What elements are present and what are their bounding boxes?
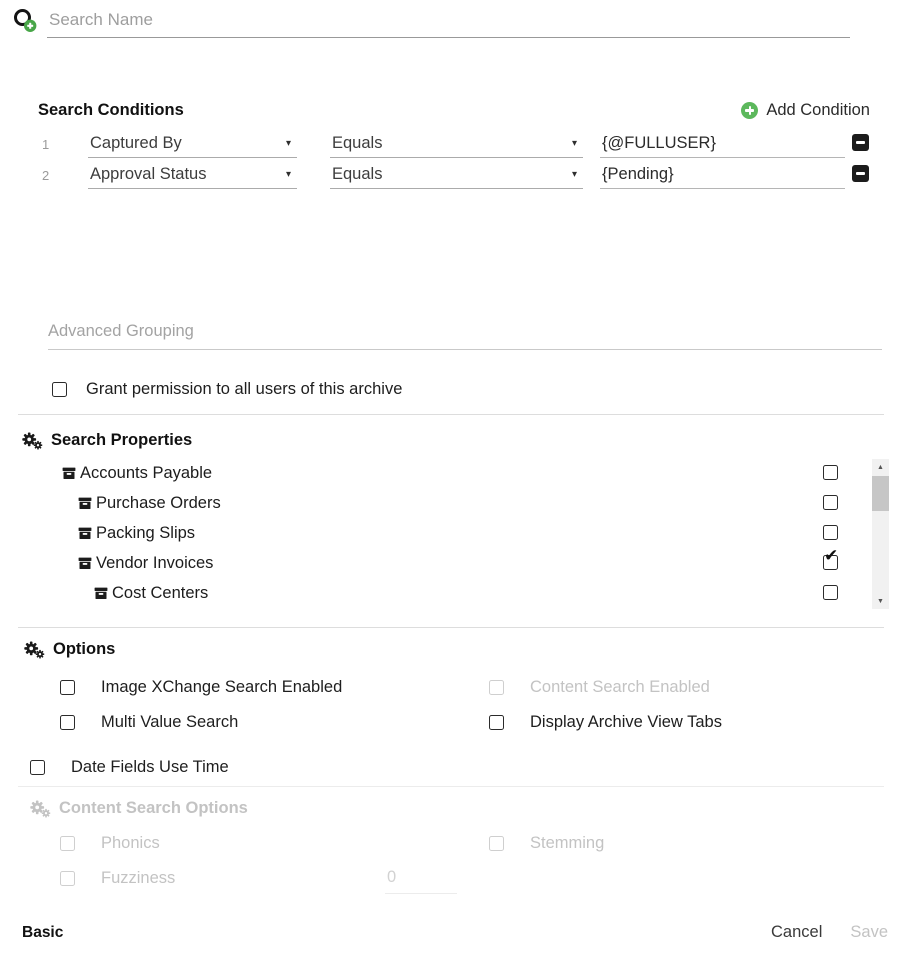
condition-number: 1 (42, 137, 50, 152)
condition-operator-value: Equals (332, 133, 383, 152)
stemming-checkbox (489, 836, 504, 851)
search-properties-title: Search Properties (51, 431, 193, 449)
image-xchange-label: Image XChange Search Enabled (101, 678, 343, 696)
add-condition-label: Add Condition (766, 101, 870, 119)
archive-box-icon (78, 496, 92, 510)
tree-item-label: Cost Centers (112, 583, 209, 602)
footer-bar (22, 923, 888, 942)
search-properties-list (0, 458, 852, 608)
content-search-label: Content Search Enabled (530, 678, 710, 696)
archive-box-icon (62, 466, 76, 480)
check-icon: ✔ (824, 546, 839, 566)
chevron-down-icon: ▾ (285, 137, 291, 149)
plus-circle-icon (741, 102, 758, 119)
tree-item-checkbox[interactable] (823, 585, 838, 600)
condition-field-value: Captured By (90, 133, 182, 152)
tree-item-label: Accounts Payable (80, 463, 213, 482)
search-conditions-header (38, 101, 870, 120)
fuzziness-label: Fuzziness (101, 869, 176, 887)
condition-number: 2 (42, 168, 50, 183)
chevron-down-icon: ▾ (285, 168, 291, 180)
fuzziness-checkbox (60, 871, 75, 886)
condition-field-value: Approval Status (90, 164, 207, 183)
tree-item-checkbox[interactable] (823, 546, 839, 570)
section-divider (18, 627, 884, 628)
condition-operator-select[interactable] (330, 129, 583, 158)
condition-operator-value: Equals (332, 164, 383, 183)
condition-value-input[interactable] (600, 160, 845, 189)
multi-value-label: Multi Value Search (101, 713, 239, 731)
mode-label: Basic (22, 923, 64, 941)
content-search-options-header (30, 799, 248, 818)
search-name-input[interactable] (47, 7, 850, 38)
chevron-down-icon: ▾ (571, 137, 577, 149)
tree-item-label: Vendor Invoices (96, 553, 214, 572)
tree-item-checkbox[interactable] (823, 495, 838, 510)
condition-field-select[interactable] (88, 129, 297, 158)
option-stemming (489, 834, 604, 853)
option-multi-value (60, 713, 238, 732)
phonics-label: Phonics (101, 834, 160, 852)
condition-operator-select[interactable] (330, 160, 583, 189)
condition-row (0, 129, 910, 160)
condition-field-select[interactable] (88, 160, 297, 189)
display-archive-tabs-checkbox[interactable] (489, 715, 504, 730)
options-header (24, 640, 115, 659)
content-search-checkbox (489, 680, 504, 695)
search-plus-icon (12, 7, 38, 33)
save-button: Save (850, 923, 888, 941)
scrollbar-thumb[interactable] (872, 476, 889, 511)
option-display-archive-tabs (489, 713, 722, 732)
search-properties-header (22, 431, 192, 450)
condition-row (0, 160, 910, 191)
tree-item-label: Packing Slips (96, 523, 196, 542)
date-fields-use-time-checkbox[interactable] (30, 760, 45, 775)
grant-permission-checkbox[interactable] (52, 382, 67, 397)
grant-permission-label: Grant permission to all users of this archive (86, 380, 403, 398)
gears-icon (24, 641, 45, 659)
remove-condition-button[interactable] (852, 165, 869, 182)
condition-value-input[interactable] (600, 129, 845, 158)
tree-item-accounts-payable[interactable] (0, 458, 852, 488)
advanced-grouping-input[interactable] (48, 320, 882, 350)
date-fields-use-time-label: Date Fields Use Time (71, 758, 229, 776)
section-divider (18, 786, 884, 787)
cancel-button[interactable]: Cancel (771, 923, 823, 941)
option-date-fields-use-time (30, 758, 229, 777)
tree-item-purchase-orders[interactable] (0, 488, 852, 518)
archive-box-icon (94, 586, 108, 600)
display-archive-tabs-label: Display Archive View Tabs (530, 713, 722, 731)
gears-icon (30, 800, 51, 818)
tree-item-packing-slips[interactable] (0, 518, 852, 548)
stemming-label: Stemming (530, 834, 605, 852)
remove-condition-button[interactable] (852, 134, 869, 151)
grant-permission-row (52, 380, 402, 399)
archive-box-icon (78, 556, 92, 570)
scroll-up-arrow[interactable]: ▲ (877, 463, 884, 471)
option-image-xchange (60, 678, 342, 697)
fuzziness-input (385, 866, 457, 894)
tree-item-cost-centers[interactable] (0, 578, 852, 608)
add-condition-button[interactable] (741, 101, 870, 120)
image-xchange-checkbox[interactable] (60, 680, 75, 695)
footer-buttons (771, 923, 888, 942)
tree-item-vendor-invoices[interactable] (0, 548, 852, 578)
options-title: Options (53, 640, 116, 658)
option-phonics (60, 834, 160, 853)
tree-item-label: Purchase Orders (96, 493, 221, 512)
scrollbar[interactable] (872, 459, 889, 609)
content-search-options-title: Content Search Options (59, 799, 248, 817)
advanced-grouping-field (48, 320, 882, 350)
scroll-down-arrow[interactable]: ▼ (877, 597, 884, 605)
tree-item-checkbox[interactable] (823, 465, 838, 480)
archive-box-icon (78, 526, 92, 540)
gears-icon (22, 432, 43, 450)
tree-item-checkbox[interactable] (823, 525, 838, 540)
search-name-bar (12, 7, 850, 38)
multi-value-checkbox[interactable] (60, 715, 75, 730)
search-conditions-title: Search Conditions (38, 101, 184, 119)
phonics-checkbox (60, 836, 75, 851)
option-content-search (489, 678, 710, 697)
option-fuzziness (60, 869, 175, 888)
section-divider (18, 414, 884, 415)
chevron-down-icon: ▾ (571, 168, 577, 180)
